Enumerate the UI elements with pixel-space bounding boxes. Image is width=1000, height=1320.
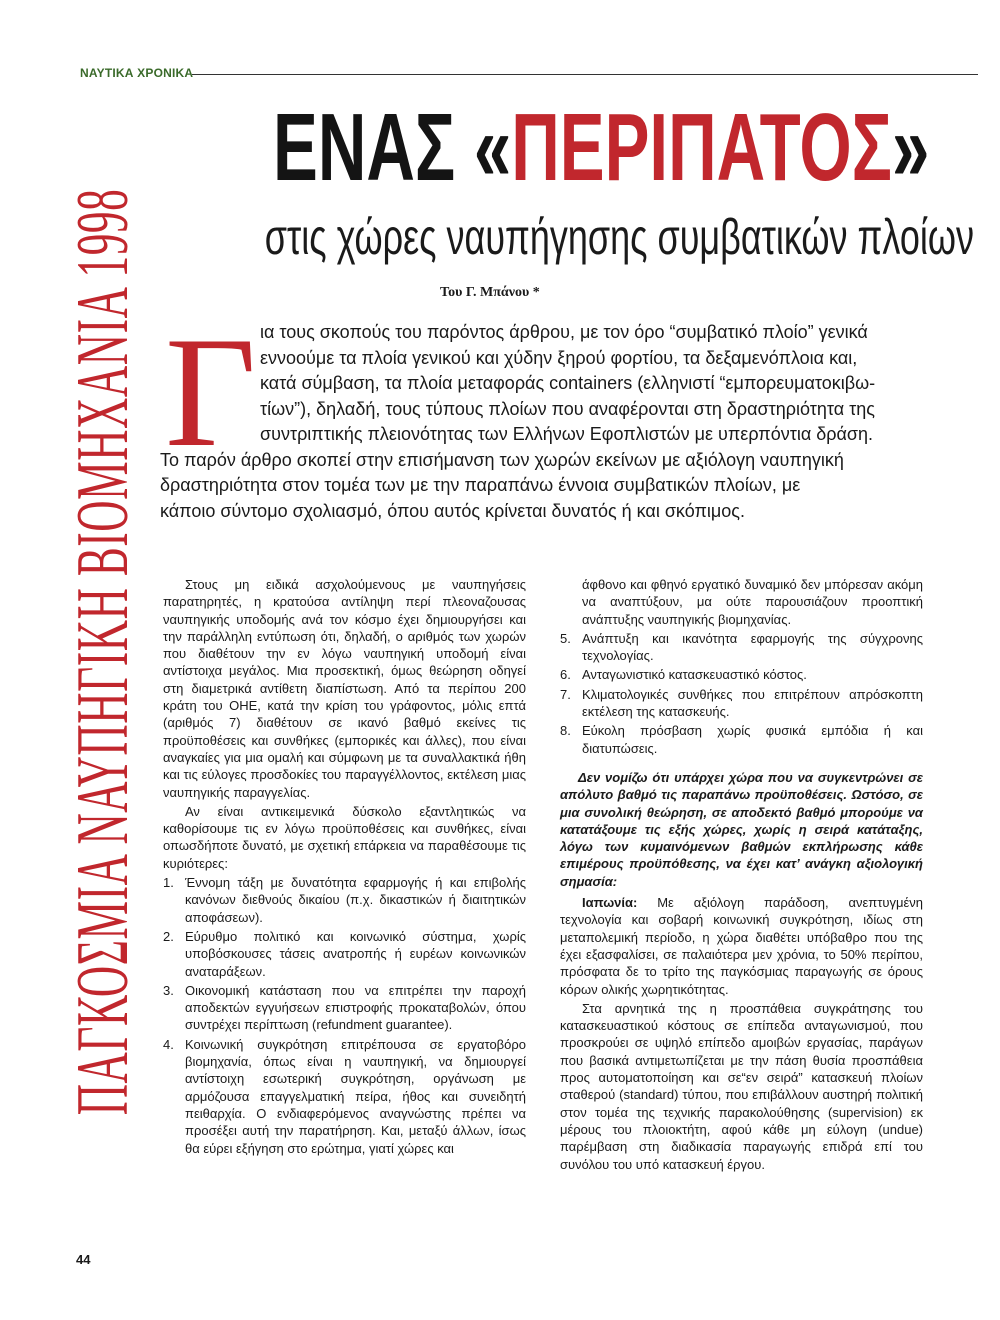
left-column [163, 576, 526, 1161]
intro-line: ια τους σκοπούς του παρόντος άρθρου, με τον όρο “συμβατικό πλοίο” γενικά [260, 322, 868, 342]
criteria-list-continued [560, 630, 923, 757]
right-column [560, 576, 923, 1175]
list-text: Έννομη τάξη με δυνατότητα εφαρμογής ή και επιβολής κανόνων διεθνούς δικαίου (π.χ. δικαστικών ή διαιτητικών αποφάσεων). [185, 875, 526, 925]
list-text: Οικονομική κατάσταση που να επιτρέπει την παροχή αποδεκτών εγγυήσεων επιστροφής προκαταβολών, όπου συντρέχει περίπτωση (refundment guarantee). [185, 982, 526, 1033]
emphasis-paragraph: Δεν νομίζω ότι υπάρχει χώρα που να συγκεντρώνει σε απόλυτο βαθμό τις παραπάνω προϋποθέσεις. Ωστόσο, σε μια συνολική θεώρηση, σε αποδεκτό βαθμό μπορούμε να κατατάξουμε τις εξής χώρες, χωρίς η σειρά κατάταξης, λόγω των κυμαινόμενων βαθμών εκπλήρωσης κάθε επιμέρους προϋπόθεσης, να έχει κατ’ ανάγκη αξιολογική σημασία: [560, 769, 923, 889]
intro-line: τίων”), δηλαδή, τους τύπους πλοίων που αναφέρονται στη δραστηριότητα της [260, 398, 875, 419]
list-text: Ανταγωνιστικό κατασκευαστικό κόστος. [582, 667, 807, 683]
paragraph: Στους μη ειδικά ασχολούμενους με ναυπηγήσεις παρατηρητές, η κρατούσα αντίληψη περί πλεοναζουσας ναυπηγικής υποδομής ανά τον κόσμο έχει δημιουργήσει και την παράλληλη εντύπωση ότι, δηλαδή, ο αριθμός των χωρών που διαθέτουν την εν λόγω ναυπηγική υποδομή είναι αντίστοιχα μεγάλος. Μια προσεκτική, όμως θεώρηση οδηγεί στη διαμετρικά αντίθετη διαπίστωση. Από τα περίπου 200 κράτη του ΟΗΕ, κατά την κρίση του γράφοντος, μόλις επτά (αριθμός 7) διαθέτουν σε ικανό βαθμό εκείνες τις προϋποθέσεις και συνθήκες (εμπορικές και άλλες), που είναι αναγκαίες για μια ομαλή και σύμφωνη με τα συναλλακτικά ήθη και τις εύλογες προσδοκίες του παραγγέλλοντος, εκτέλεση μιας ναυπηγικής παραγγελίας. [163, 577, 526, 800]
criteria-list [163, 874, 526, 1157]
list-item [163, 982, 526, 1034]
intro-line: κάποιο σύντομο σχολιασμό, όπου αυτός κρίνεται δυνατός ή και σκόπιμος. [160, 500, 745, 521]
drop-cap: Γ [165, 305, 257, 480]
list-text: Κοινωνική συγκρότηση επιτρέπουσα σε εργατοβόρο βιομηχανία, όπως είναι η ναυπηγική, να δημιουργεί αντίστοιχη εσωτερική συγκρότηση, οργάνωση με αρμόζουσα επαγγελματική πείρα, ήθος και συνειδητή πειθαρχία. Ο ενδιαφερόμενος αναγνώστης πρέπει να προσέξει αυτή την παρατήρηση. Και, μεταξύ άλλων, ίσως θα εύρει εξήγηση στο ερώτημα, γιατί χώρες και [185, 1036, 526, 1156]
intro-line: δραστηριότητα στον τομέα των με την παραπάνω έννοια συμβατικών πλοίων, με [160, 475, 801, 495]
intro-line: Το παρόν άρθρο σκοπεί στην επισήμανση των χωρών εκείνων με αξιόλογη ναυπηγική [160, 449, 844, 470]
paragraph: Στα αρνητικά της η προσπάθεια συγκράτησης του κατασκευαστικού κόστους σε επίπεδα ανταγωνισμού, που προσκρούει σε υψηλό επίπεδο αμοιβών εργασίας, παράγων που βασικά αντιμετωπίζεται με την πάση θυσία προσπάθεια προς αυτοματοποίηση και σε“εν σειρά” κατασκευή πλοίων σταθερού (standard) τύπου, που επιβάλλουν αυστηρή πολιτική στον τομέα της τεχνικής παρακολούθησης (supervision) εκ μέρους του πλοιοκτήτη, αφού κάθε μη εύλογη (undue) παρέμβαση στη διαδικασία παραγωγής επιδρά επί του συνόλου του υπό κατασκευή έργου. [560, 1000, 923, 1172]
title-part-3: » [892, 94, 930, 201]
list-item [163, 1036, 526, 1157]
list-text: Ανάπτυξη και ικανότητα εφαρμογής της σύγχρονης τεχνολογίας. [582, 630, 923, 664]
list-number: 1. [163, 875, 174, 891]
intro-line: εννοούμε τα πλοία γενικού και χύδην ξηρού φορτίου, τα δεξαμενόπλοια και, [260, 347, 858, 368]
list-number: 8. [560, 723, 571, 739]
article-title [273, 94, 930, 201]
article-subtitle: στις χώρες ναυπήγησης συμβατικών πλοίων [264, 209, 974, 265]
list-text: Εύκολη πρόσβαση χωρίς φυσικά εμπόδια ή και διατυπώσεις. [582, 723, 923, 756]
list-number: 7. [560, 686, 571, 702]
list-number: 5. [560, 630, 571, 646]
list-number: 4. [163, 1036, 174, 1052]
list-number: 6. [560, 667, 571, 683]
country-label: Ιαπωνία: [582, 895, 638, 911]
list-number: 3. [163, 982, 174, 998]
list-item [560, 686, 923, 721]
country-text: Με αξιόλογη παράδοση, ανεπτυγμένη τεχνολογία και σοβαρή κοινωνική συγκρότηση, ιδίως στη μεταπολεμική περίοδο, η χώρα διαθέτει υπόβαθρο που της έχει εξασφαλίσει, σε παλαιότερα μεν χρόνια, το 50% περίπου, πρόσφατα δε το τρίτο της παγκόσμιας παραγωγής σε όρους κόρων ολικής χωρητικότητας. [560, 895, 923, 997]
title-part-1: ΕΝΑΣ « [273, 94, 512, 201]
vertical-banner-text: ΠΑΓΚΟΣΜΙΑ ΝΑΥΠΗΓΙΚΗ ΒΙΟΜΗΧΑΝΙΑ 1998 [62, 188, 144, 1116]
header-rule [192, 74, 978, 75]
list-text: Εύρυθμο πολιτικό και κοινωνικό σύστημα, χωρίς υποβόσκουσες τάσεις ανατροπής ή ευρέων κοινωνικών αναταράξεων. [185, 928, 526, 979]
list-item [560, 666, 923, 683]
list-item [163, 928, 526, 980]
intro-paragraph [160, 305, 935, 524]
list-item [560, 630, 923, 665]
title-part-2: ΠΕΡΙΠΑΤΟΣ [511, 94, 893, 201]
intro-line: κατά σύμβαση, τα πλοία μεταφοράς containers (ελληνιστί “εμπορευματοκιβω- [260, 373, 876, 393]
page-number: 44 [76, 1252, 91, 1267]
list-text: Κλιματολογικές συνθήκες που επιτρέπουν απρόσκοπτη εκτέλεση της κατασκευής. [582, 686, 923, 720]
vertical-banner [62, 92, 144, 1212]
paragraph: Αν είναι αντικειμενικά δύσκολο εξαντλητικώς να καθορίσουμε τις εν λόγω προϋποθέσεις και συνθήκες, είναι οπωσδήποτε δυνατό, με σχετική επάρκεια να παραθέσουμε τις κυριότερες: [163, 803, 526, 871]
intro-line: συντριπτικής πλειονότητας των Ελλήνων Εφοπλιστών με υπερπόντια δράση. [260, 424, 874, 444]
byline: Του Γ. Μπάνου * [440, 285, 540, 300]
section-label: ΝΑΥΤΙΚΑ ΧΡΟΝΙΚΑ [80, 66, 194, 80]
list-number: 2. [163, 928, 174, 944]
list-item [560, 722, 923, 757]
paragraph-continuation: άφθονο και φθηνό εργατικό δυναμικό δεν μπόρεσαν ακόμη να αναπτύξουν, μα ούτε παρουσιάζουν προοπτική ανάπτυξης ναυπηγικής βιομηχανίας. [582, 577, 923, 627]
list-item [163, 874, 526, 926]
paragraph-japan [560, 894, 923, 998]
